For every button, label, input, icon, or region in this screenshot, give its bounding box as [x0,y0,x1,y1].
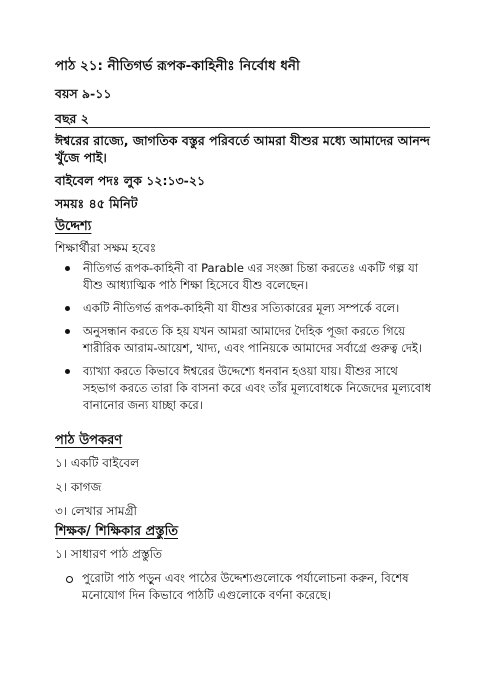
objectives-intro: শিক্ষার্থীরা সক্ষম হবেঃ [55,241,157,255]
bullet-icon [65,266,70,271]
list-item: অনুসন্ধান করতে কি হয় যখন আমরা আমাদের দৈহিক পূজা করতে গিয়ে শারীরিক আরাম-আয়েশ, খাদ্য, এবং পানিয়কে আমাদের সর্বাগ্রে গুরুত্ব দেই। [55,323,433,357]
lesson-statement: ঈশ্বরের রাজ্যে, জাগতিক বস্তুর পরিবর্তে আমরা যীশুর মধ্যে আমাদের আনন্দ খুঁজে পাই। [55,133,430,165]
bullet-icon [65,306,70,311]
materials-heading: পাঠ উপকরণ [55,433,123,448]
bullet-icon [65,329,70,334]
bible-passage: বাইবেল পদঃ লুক ১২:১৩-২১ [55,173,206,188]
bullet-icon [65,369,70,374]
list-item: একটি নীতিগর্ভ রূপক-কাহিনী যা যীশুর সত্যিকারের মূল্য সম্পর্কে বলে। [55,300,433,317]
objectives-list [55,260,433,420]
lesson-title: পাঠ ২১: নীতিগর্ভ রূপক-কাহিনীঃ নির্বোধ ধনী [55,58,300,74]
materials-item-writing: ৩। লেখার সামগ্রী [55,504,137,518]
year-label: বছর ২ [55,111,89,126]
materials-item-paper: ২। কাগজ [55,480,102,494]
age-range: বয়স ৯-১১ [55,86,112,101]
divider [55,127,430,128]
materials-item-bible: ১। একটি বাইবেল [55,456,140,470]
objectives-heading: উদ্দেশ্য [55,219,92,234]
teacher-prep-subitem: পুরোটা পাঠ পড়ুন এবং পাঠের উদ্দেশ্যগুলোকে পর্যালোচনা করুন, বিশেষ মনোযোগ দিন কিভাবে পাঠটি এগুলোকে বর্ণনা করেছে। [82,570,432,604]
list-item: নীতিগর্ভ রূপক-কাহিনী বা Parable এর সংজ্ঞা চিন্তা করতেঃ একটি গল্প যা যীশু আধ্যাত্মিক পাঠ শিক্ষা হিসেবে যীশু বলেছেন। [55,260,433,294]
lesson-duration: সময়ঃ ৪৫ মিনিট [55,196,138,211]
teacher-prep-item: ১। সাধারণ পাঠ প্রস্তুতি [55,547,163,561]
list-item: ব্যাখ্যা করতে কিভাবে ঈশ্বরের উদ্দেশ্যে ধনবান হওয়া যায়। যীশুর সাথে সহভাগ করতে তারা কি বাসনা করে এবং তাঁর মূল্যবোধকে নিজেদের মূল্যবোধ বানানোর জন্য যাচ্ছা করে। [55,363,433,414]
teacher-prep-heading: শিক্ষক/ শিক্ষিকার প্রস্তুতি [55,524,179,539]
hollow-bullet-icon [66,576,73,583]
